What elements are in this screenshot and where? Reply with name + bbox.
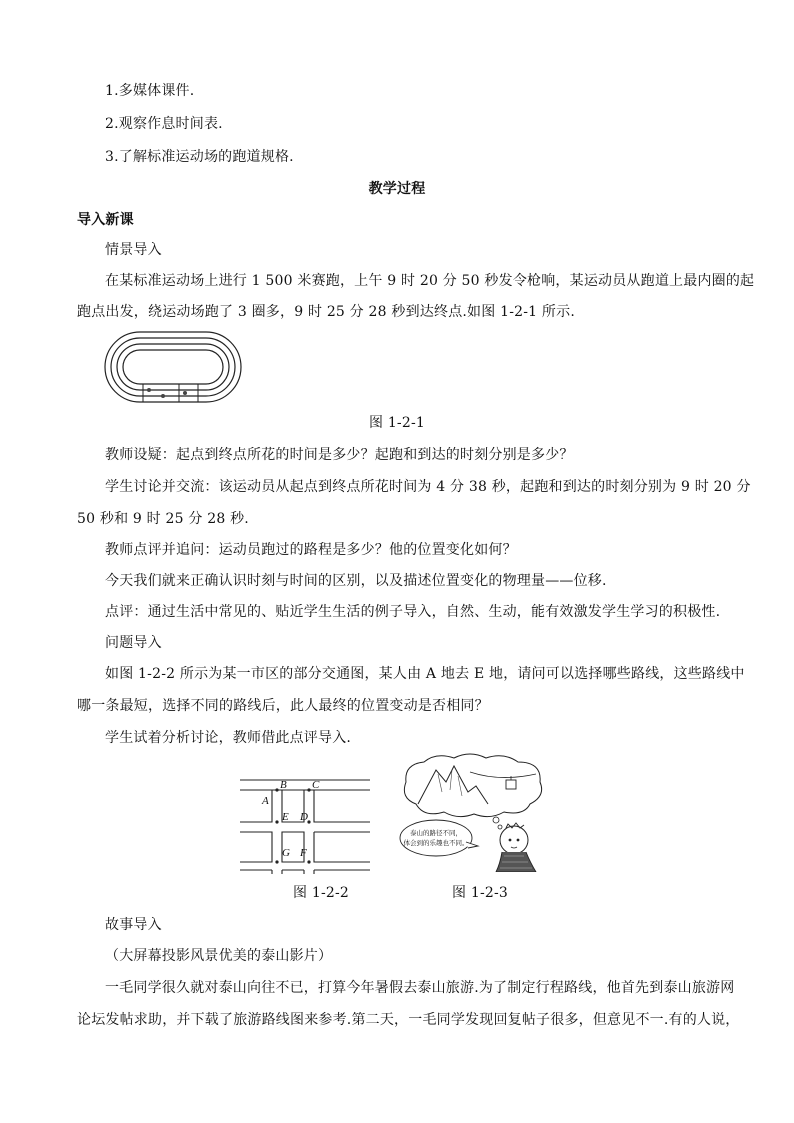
map-label-b: B <box>280 779 287 791</box>
material-item-2: 2.观察作息时间表. <box>105 116 223 132</box>
material-item-3: 3.了解标准运动场的跑道规格. <box>105 149 294 165</box>
map-label-d: D <box>300 811 308 823</box>
traffic-map-figure <box>240 776 370 874</box>
speech-bubble-line-2: 体会到的乐趣也不同。 <box>403 840 469 847</box>
fig2-caption: 图 1-2-2 <box>293 885 350 901</box>
student-line-2: 50 秒和 9 时 25 分 28 秒. <box>77 511 249 527</box>
fig3-caption: 图 1-2-3 <box>452 885 509 901</box>
story-intro-heading: 故事导入 <box>105 917 162 933</box>
story-para-line-1: 一毛同学很久就对泰山向往不已，打算今年暑假去泰山旅游.为了制定行程路线，他首先到泰山旅游网 <box>105 980 735 996</box>
student-line-1: 学生讨论并交流：该运动员从起点到终点所花时间为 4 分 38 秒，起跑和到达的时刻分别为 9 时 20 分 <box>105 479 751 495</box>
today-statement: 今天我们就来正确认识时刻与时间的区别，以及描述位置变化的物理量——位移. <box>105 573 607 589</box>
story-para-line-2: 论坛发帖求助，并下载了旅游路线图来参考.第二天，一毛同学发现回复帖子很多，但意见不一.有的人说， <box>77 1012 740 1028</box>
teacher-question: 教师设疑：起点到终点所花的时间是多少？起跑和到达的时刻分别是多少？ <box>105 447 574 463</box>
map-label-f: F <box>300 847 307 859</box>
map-label-e: E <box>282 811 289 823</box>
fig1-caption: 图 1-2-1 <box>368 415 426 431</box>
speech-bubble-line-1: 泰山的路径不同， <box>410 830 462 837</box>
section-title: 教学过程 <box>368 181 426 197</box>
material-item-1: 1.多媒体课件. <box>105 83 195 99</box>
map-label-a: A <box>262 795 269 807</box>
teacher-follow-up: 教师点评并追问：运动员跑过的路程是多少？他的位置变化如何？ <box>105 542 517 558</box>
scene-para-line-2: 跑点出发，绕运动场跑了 3 圈多，9 时 25 分 28 秒到达终点.如图 1-2-1 所示. <box>77 304 575 320</box>
problem-intro-heading: 问题导入 <box>105 635 162 651</box>
scene-intro-heading: 情景导入 <box>105 242 162 258</box>
scene-para-line-1: 在某标准运动场上进行 1 500 米赛跑，上午 9 时 20 分 50 秒发令枪响，某运动员从跑道上最内圈的起 <box>105 273 755 289</box>
story-note: （大屏幕投影风景优美的泰山影片） <box>105 948 333 964</box>
problem-para-line-2: 哪一条最短，选择不同的路线后，此人最终的位置变动是否相同？ <box>77 698 489 714</box>
problem-para-line-1: 如图 1-2-2 所示为某一市区的部分交通图，某人由 A 地去 E 地，请问可以选择哪些路线，这些路线中 <box>105 666 745 682</box>
map-label-g: G <box>282 847 290 859</box>
map-label-c: C <box>312 779 320 791</box>
taishan-cartoon-figure <box>396 752 548 872</box>
running-track-figure <box>103 330 245 406</box>
subsection-title: 导入新课 <box>77 212 134 228</box>
scene-comment: 点评：通过生活中常见的、贴近学生生活的例子导入，自然、生动，能有效激发学生学习的积极性. <box>105 604 721 620</box>
problem-students: 学生试着分析讨论，教师借此点评导入. <box>105 730 352 746</box>
